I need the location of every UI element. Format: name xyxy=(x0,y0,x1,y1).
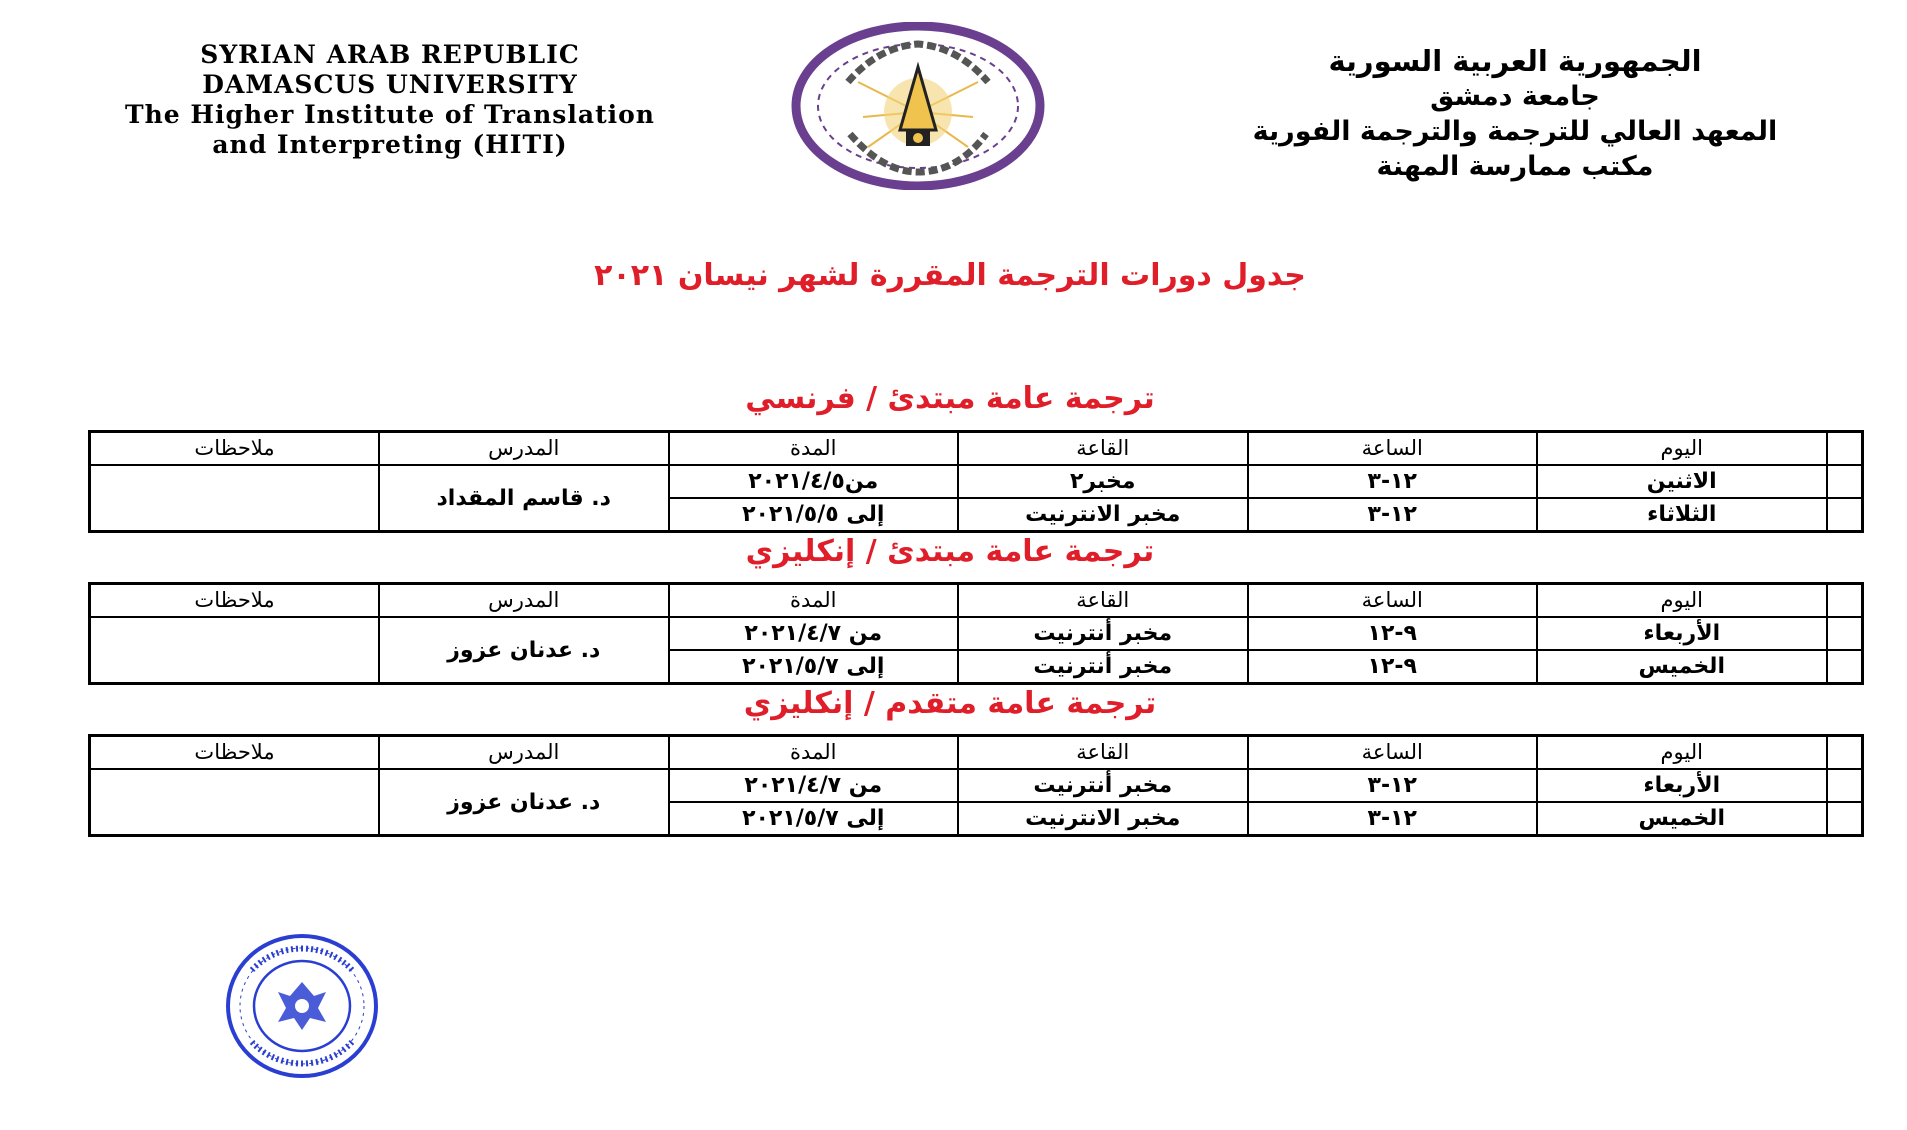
english-header-line-4: and Interpreting (HITI) xyxy=(212,130,568,159)
time-cell: ١٢-٣ xyxy=(1248,498,1538,532)
english-header-line-3: The Higher Institute of Translation xyxy=(125,100,655,129)
section-1-title: ترجمة عامة مبتدئ / فرنسي xyxy=(745,381,1155,416)
col-time: الساعة xyxy=(1248,736,1538,770)
room-cell: مخبر أنترنيت xyxy=(958,769,1248,802)
day-cell: الأربعاء xyxy=(1537,769,1827,802)
notes-cell xyxy=(90,769,380,836)
col-room: القاعة xyxy=(958,736,1248,770)
room-cell: مخبر الانترنيت xyxy=(958,498,1248,532)
col-notes: ملاحظات xyxy=(90,736,380,770)
teacher-cell: د. عدنان عزوز xyxy=(379,769,669,836)
notes-cell xyxy=(90,465,380,532)
time-cell: ١٢-٣ xyxy=(1248,802,1538,836)
col-period: المدة xyxy=(669,736,959,770)
col-notes: ملاحظات xyxy=(90,432,380,466)
table-header-row xyxy=(90,432,1863,466)
period-to-cell: إلى ٢٠٢١/٥/٥ xyxy=(669,498,959,532)
col-room: القاعة xyxy=(958,584,1248,618)
day-cell: الخميس xyxy=(1537,802,1827,836)
col-time: الساعة xyxy=(1248,584,1538,618)
day-cell: الأربعاء xyxy=(1537,617,1827,650)
col-teacher: المدرس xyxy=(379,736,669,770)
period-to-cell: إلى ٢٠٢١/٥/٧ xyxy=(669,802,959,836)
time-cell: ١٢-٣ xyxy=(1248,465,1538,498)
arabic-header-line-4: مكتب ممارسة المهنة xyxy=(1376,151,1654,182)
period-to-cell: إلى ٢٠٢١/٥/٧ xyxy=(669,650,959,684)
col-day: اليوم xyxy=(1537,432,1827,466)
time-cell: ٩-١٢ xyxy=(1248,650,1538,684)
table-row xyxy=(90,465,1863,498)
english-header-line-2: DAMASCUS UNIVERSITY xyxy=(202,70,578,99)
university-logo xyxy=(788,22,1048,190)
english-header-line-1: SYRIAN ARAB REPUBLIC xyxy=(200,40,580,69)
room-cell: مخبر أنترنيت xyxy=(958,650,1248,684)
col-room: القاعة xyxy=(958,432,1248,466)
table-header-row xyxy=(90,736,1863,770)
day-cell: الخميس xyxy=(1537,650,1827,684)
period-from-cell: من٢٠٢١/٤/٥ xyxy=(669,465,959,498)
col-teacher: المدرس xyxy=(379,584,669,618)
official-stamp xyxy=(222,930,382,1082)
table-row xyxy=(90,617,1863,650)
col-day: اليوم xyxy=(1537,736,1827,770)
col-time: الساعة xyxy=(1248,432,1538,466)
arabic-header-line-2: جامعة دمشق xyxy=(1430,81,1600,112)
col-day: اليوم xyxy=(1537,584,1827,618)
time-cell: ٩-١٢ xyxy=(1248,617,1538,650)
main-title: جدول دورات الترجمة المقررة لشهر نيسان ٢٠٢١ xyxy=(594,258,1306,293)
section-3-title: ترجمة عامة متقدم / إنكليزي xyxy=(743,686,1157,721)
arabic-header-line-1: الجمهورية العربية السورية xyxy=(1328,44,1702,78)
schedule-table-3 xyxy=(88,734,1864,837)
col-period: المدة xyxy=(669,432,959,466)
schedule-table-2 xyxy=(88,582,1864,685)
arabic-header xyxy=(1220,44,1810,184)
notes-cell xyxy=(90,617,380,684)
room-cell: مخبر٢ xyxy=(958,465,1248,498)
teacher-cell: د. قاسم المقداد xyxy=(379,465,669,532)
arabic-header-line-3: المعهد العالي للترجمة والترجمة الفورية xyxy=(1252,116,1778,147)
day-cell: الاثنين xyxy=(1537,465,1827,498)
period-from-cell: من ٢٠٢١/٤/٧ xyxy=(669,617,959,650)
room-cell: مخبر أنترنيت xyxy=(958,617,1248,650)
col-period: المدة xyxy=(669,584,959,618)
teacher-cell: د. عدنان عزوز xyxy=(379,617,669,684)
col-notes: ملاحظات xyxy=(90,584,380,618)
period-from-cell: من ٢٠٢١/٤/٧ xyxy=(669,769,959,802)
room-cell: مخبر الانترنيت xyxy=(958,802,1248,836)
schedule-table-1 xyxy=(88,430,1864,533)
section-2-title: ترجمة عامة مبتدئ / إنكليزي xyxy=(745,534,1155,569)
table-header-row xyxy=(90,584,1863,618)
col-teacher: المدرس xyxy=(379,432,669,466)
english-header xyxy=(90,40,690,160)
table-row xyxy=(90,769,1863,802)
day-cell: الثلاثاء xyxy=(1537,498,1827,532)
time-cell: ١٢-٣ xyxy=(1248,769,1538,802)
